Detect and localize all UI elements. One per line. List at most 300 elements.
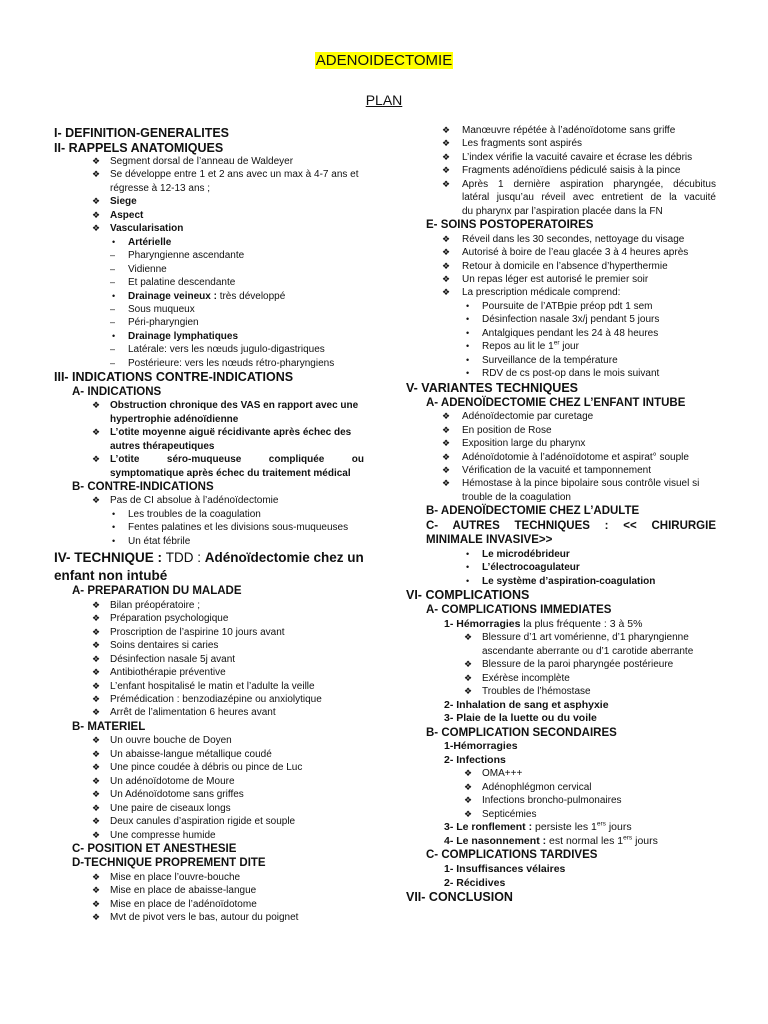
- diamond-bullet-icon: ❖: [92, 495, 101, 506]
- list-item: [406, 424, 716, 437]
- list-item: [54, 209, 364, 222]
- list-item-text: Mvt de pivot vers le bas, autour du poignet: [110, 912, 299, 924]
- diamond-bullet-icon: ❖: [442, 178, 451, 189]
- section-heading-text: VII- CONCLUSION: [406, 890, 513, 905]
- section-heading-text: I- DEFINITION-GENERALITES: [54, 126, 229, 140]
- list-item-text: Postérieure: vers les nœuds rétro-pharyngiens: [128, 357, 335, 369]
- numbered-item-label: 2- Récidives: [444, 876, 506, 889]
- list-item-text: Exérèse incomplète: [482, 672, 570, 684]
- list-item-text: Surveillance de la température: [482, 354, 618, 366]
- numbered-item-label: 1- Hémorragies: [444, 617, 521, 630]
- dash-bullet-icon: –: [110, 344, 116, 355]
- list-item: [54, 788, 364, 801]
- list-item: [54, 871, 364, 884]
- dash-bullet-icon: –: [110, 263, 116, 274]
- list-item: [406, 313, 716, 326]
- subsection-heading-text: A- PREPARATION DU MALADE: [72, 585, 242, 598]
- list-item-text: Mise en place de l’adénoïdotome: [110, 898, 257, 910]
- dot-bullet-icon: •: [112, 508, 116, 519]
- list-item-text: L’enfant hospitalisé le matin et l’adulte la veille: [110, 680, 315, 692]
- list-item: [54, 706, 364, 719]
- list-item: [54, 734, 364, 747]
- list-item-text: Arrêt de l’alimentation 6 heures avant: [110, 707, 276, 719]
- section-heading-text: III- INDICATIONS CONTRE-INDICATIONS: [54, 370, 294, 385]
- list-item-text: Un ouvre bouche de Doyen: [110, 735, 232, 747]
- list-item: [406, 808, 716, 821]
- section-heading-text: V- VARIANTES TECHNIQUES: [406, 380, 579, 395]
- subsection-heading: [406, 603, 716, 618]
- list-item: [54, 693, 364, 706]
- list-item: [54, 316, 364, 329]
- list-item-text: Adénophlégmon cervical: [482, 781, 592, 793]
- list-item-text: RDV de cs post-op dans le mois suivant: [482, 368, 660, 380]
- numbered-item-label: 3- Plaie de la luette ou du voile: [444, 712, 597, 725]
- subsection-heading-text: D-TECHNIQUE PROPREMENT DITE: [72, 857, 266, 870]
- subsection-heading-text: E- SOINS POSTOPERATOIRES: [426, 219, 594, 232]
- section-heading-text: II- RAPPELS ANATOMIQUES: [54, 140, 224, 155]
- list-item-text: Bilan préopératoire ;: [110, 599, 201, 611]
- list-item: [54, 829, 364, 842]
- diamond-bullet-icon: ❖: [92, 427, 101, 438]
- diamond-bullet-icon: ❖: [464, 659, 473, 670]
- list-item: [54, 343, 364, 356]
- list-item: [406, 367, 716, 380]
- list-item: [406, 451, 716, 464]
- list-item-text: Vascularisation: [110, 223, 184, 235]
- subsection-heading-text: A- ADENOÏDECTOMIE CHEZ L’ENFANT INTUBE: [426, 396, 686, 409]
- subsection-heading-text: A- INDICATIONS: [72, 385, 162, 398]
- list-item: [406, 437, 716, 450]
- diamond-bullet-icon: ❖: [464, 686, 473, 697]
- diamond-bullet-icon: ❖: [442, 138, 451, 149]
- list-item-text: La prescription médicale comprend:: [462, 287, 621, 299]
- subsection-heading-text: A- COMPLICATIONS IMMEDIATES: [426, 604, 612, 617]
- list-item-text: Drainage veineux :: [128, 290, 217, 302]
- list-item: [54, 303, 364, 316]
- diamond-bullet-icon: ❖: [92, 693, 101, 704]
- dot-bullet-icon: •: [466, 368, 470, 379]
- dot-bullet-icon: •: [466, 327, 470, 338]
- list-item: [54, 612, 364, 625]
- section-heading: [54, 141, 364, 156]
- list-item-text: Artérielle: [128, 236, 172, 248]
- list-item-continuation: [54, 440, 364, 453]
- list-item: [406, 260, 716, 273]
- subsection-heading-text: B- CONTRE-INDICATIONS: [72, 480, 214, 493]
- subsection-heading-text: C- POSITION ET ANESTHESIE: [72, 842, 237, 855]
- diamond-bullet-icon: ❖: [92, 762, 101, 773]
- list-item: [54, 639, 364, 652]
- list-item-text: Drainage lymphatiques: [128, 330, 239, 342]
- subsection-heading-text: C- AUTRES TECHNIQUES : << CHIRURGIE: [426, 519, 716, 532]
- numbered-item-label: 1-Hémorragies: [444, 740, 518, 753]
- diamond-bullet-icon: ❖: [92, 871, 101, 882]
- list-item: [406, 233, 716, 246]
- numbered-item: [406, 821, 716, 835]
- diamond-bullet-icon: ❖: [92, 775, 101, 786]
- dash-bullet-icon: –: [110, 317, 116, 328]
- diamond-bullet-icon: ❖: [464, 795, 473, 806]
- subsection-heading: [406, 848, 716, 863]
- list-item: [54, 680, 364, 693]
- list-item-text: Un adénoïdotome de Moure: [110, 775, 235, 787]
- list-item: [54, 494, 364, 507]
- list-item-text: Une pince coudée à débris ou pince de Luc: [110, 762, 303, 774]
- list-item: [54, 399, 364, 412]
- list-item: [406, 767, 716, 780]
- list-item-continuation: [54, 413, 364, 426]
- list-item: [54, 521, 364, 534]
- dash-bullet-icon: –: [110, 277, 116, 288]
- list-item: [54, 249, 364, 262]
- page-title-text: ADENOIDECTOMIE: [315, 52, 453, 69]
- diamond-bullet-icon: ❖: [442, 165, 451, 176]
- list-item-text: L’index vérifie la vacuité cavaire et écrase les débris: [462, 151, 693, 163]
- section-heading: [406, 381, 716, 396]
- subsection-heading: [406, 533, 716, 548]
- subsection-heading-text: B- ADENOÏDECTOMIE CHEZ L’ADULTE: [426, 505, 640, 518]
- list-item-text: Exposition large du pharynx: [462, 438, 586, 450]
- list-item: [406, 658, 716, 671]
- numbered-item-label: 1- Insuffisances vélaires: [444, 862, 566, 875]
- list-item-text: Manœuvre répétée à l’adénoïdotome sans griffe: [462, 125, 676, 136]
- list-item: [54, 195, 364, 208]
- dot-bullet-icon: •: [466, 575, 470, 586]
- list-item-text: Repos au lit le 1: [482, 341, 554, 353]
- list-item-text: Antibiothérapie préventive: [110, 667, 226, 679]
- list-item-text: L’électrocoagulateur: [482, 562, 580, 574]
- list-item-text: Adénoïdotomie à l’adénoïdotome et aspirat° souple: [462, 451, 689, 463]
- list-item: [54, 222, 364, 235]
- list-item-text: Aspect: [110, 209, 144, 221]
- dash-bullet-icon: –: [110, 303, 116, 314]
- section-heading-text: Adénoïdectomie chez un: [204, 550, 364, 566]
- diamond-bullet-icon: ❖: [464, 768, 473, 779]
- diamond-bullet-icon: ❖: [92, 707, 101, 718]
- subsection-heading: [54, 842, 364, 857]
- list-item: [54, 775, 364, 788]
- dot-bullet-icon: •: [466, 300, 470, 311]
- list-item-text: Vidienne: [128, 263, 167, 275]
- section-heading-text: IV- TECHNIQUE :: [54, 550, 166, 566]
- diamond-bullet-icon: ❖: [92, 209, 101, 220]
- list-item: [54, 276, 364, 289]
- diamond-bullet-icon: ❖: [92, 885, 101, 896]
- list-item-text: Après 1 dernière aspiration pharyngée, décubitus: [462, 178, 716, 190]
- numbered-item-text: la plus fréquente : 3 à 5%: [520, 617, 643, 630]
- list-item: [406, 273, 716, 286]
- list-item-text: Blessure d’1 art vomérienne, d’1 pharyngienne: [482, 632, 689, 644]
- diamond-bullet-icon: ❖: [92, 400, 101, 411]
- numbered-item: [406, 740, 716, 754]
- list-item-text: L’otite séro-muqueuse compliquée ou: [110, 454, 364, 466]
- list-item-text: Un repas léger est autorisé le premier soir: [462, 274, 649, 286]
- list-item-text: Le microdébrideur: [482, 548, 570, 560]
- section-heading-text: TDD :: [165, 550, 205, 566]
- list-item: [54, 236, 364, 249]
- diamond-bullet-icon: ❖: [92, 898, 101, 909]
- subsection-heading: [54, 584, 364, 599]
- list-item-text: Une compresse humide: [110, 829, 216, 841]
- list-item: [54, 815, 364, 828]
- subsection-heading: [406, 726, 716, 741]
- list-item-text: Blessure de la paroi pharyngée postérieure: [482, 659, 674, 671]
- list-item-text: Antalgiques pendant les 24 à 48 heures: [482, 327, 659, 339]
- numbered-item-label: 2- Inhalation de sang et asphyxie: [444, 698, 609, 711]
- list-item: [406, 575, 716, 588]
- list-item: [406, 631, 716, 644]
- diamond-bullet-icon: ❖: [92, 816, 101, 827]
- subsection-heading: [54, 480, 364, 495]
- diamond-bullet-icon: ❖: [92, 640, 101, 651]
- list-item-continuation: [54, 182, 364, 195]
- numbered-item: [406, 754, 716, 768]
- list-item-text: Préparation psychologique: [110, 613, 229, 625]
- list-item: [54, 599, 364, 612]
- diamond-bullet-icon: ❖: [92, 667, 101, 678]
- subsection-heading: [406, 396, 716, 411]
- list-item: [406, 685, 716, 698]
- dot-bullet-icon: •: [466, 562, 470, 573]
- list-item: [54, 357, 364, 370]
- numbered-item: [406, 618, 716, 632]
- diamond-bullet-icon: ❖: [92, 748, 101, 759]
- list-item-text: Poursuite de l’ATBpie préop pdt 1 sem: [482, 300, 653, 312]
- dot-bullet-icon: •: [112, 236, 116, 247]
- list-item-text: Mise en place l’ouvre-bouche: [110, 871, 241, 883]
- list-item: [54, 748, 364, 761]
- list-item-text: Un Adénoïdotome sans griffes: [110, 789, 244, 801]
- section-heading: [406, 588, 716, 603]
- list-item-text: Vérification de la vacuité et tamponnement: [462, 464, 651, 476]
- numbered-item: [406, 863, 716, 877]
- list-item-text: Soins dentaires si caries: [110, 640, 219, 652]
- numbered-item-label: 3- Le ronflement :: [444, 821, 533, 834]
- list-item-text: ascendante aberrante ou d’1 carotide aberrante: [482, 645, 694, 657]
- list-item: [54, 898, 364, 911]
- numbered-item-text: persiste les 1: [532, 821, 597, 834]
- diamond-bullet-icon: ❖: [442, 260, 451, 271]
- list-item-text: Les fragments sont aspirés: [462, 138, 583, 150]
- list-item: [406, 340, 716, 353]
- list-item-text: Deux canules d’aspiration rigide et souple: [110, 816, 296, 828]
- list-item: [406, 477, 716, 490]
- diamond-bullet-icon: ❖: [92, 653, 101, 664]
- list-item: [406, 124, 716, 137]
- list-item-text: Et palatine descendante: [128, 277, 236, 289]
- list-item: [406, 464, 716, 477]
- numbered-item-label: 2- Infections: [444, 753, 506, 766]
- list-item-text: autres thérapeutiques: [110, 440, 215, 452]
- dot-bullet-icon: •: [112, 535, 116, 546]
- subsection-heading: [54, 720, 364, 735]
- list-item-text: Un abaisse-langue métallique coudé: [110, 748, 272, 760]
- list-item-text: symptomatique après échec du traitement médical: [110, 467, 351, 479]
- list-item: [406, 794, 716, 807]
- diamond-bullet-icon: ❖: [92, 599, 101, 610]
- diamond-bullet-icon: ❖: [442, 451, 451, 462]
- list-item-text: du pharynx par l’aspiration placée dans la FN: [462, 205, 663, 217]
- diamond-bullet-icon: ❖: [442, 125, 451, 135]
- diamond-bullet-icon: ❖: [442, 233, 451, 244]
- list-item: [406, 354, 716, 367]
- list-item: [54, 290, 364, 303]
- list-item-text: Le système d’aspiration-coagulation: [482, 575, 656, 587]
- subsection-heading-text: B- COMPLICATION SECONDAIRES: [426, 726, 617, 739]
- list-item: [54, 626, 364, 639]
- plan-heading: PLAN: [365, 92, 403, 108]
- left-column: [54, 126, 364, 925]
- list-item-text: Mise en place de abaisse-langue: [110, 885, 257, 897]
- list-item-text: OMA+++: [482, 768, 523, 780]
- list-item-text: Retour à domicile en l’absence d’hyperthermie: [462, 260, 668, 272]
- list-item: [406, 548, 716, 561]
- list-item-continuation: [406, 205, 716, 218]
- numbered-item-text: jours: [605, 821, 632, 834]
- subsection-heading: [406, 504, 716, 519]
- dot-bullet-icon: •: [466, 354, 470, 365]
- subsection-heading: [406, 519, 716, 534]
- superscript: ers: [623, 834, 633, 842]
- diamond-bullet-icon: ❖: [92, 626, 101, 637]
- diamond-bullet-icon: ❖: [442, 424, 451, 435]
- right-column: [406, 124, 716, 905]
- list-item-text: Un état fébrile: [128, 535, 191, 547]
- list-item: [54, 155, 364, 168]
- diamond-bullet-icon: ❖: [442, 247, 451, 258]
- section-heading: [406, 890, 716, 905]
- numbered-item-label: 4- Le nasonnement :: [444, 834, 547, 847]
- diamond-bullet-icon: ❖: [92, 680, 101, 691]
- numbered-item: [406, 699, 716, 713]
- list-item: [406, 781, 716, 794]
- list-item: [406, 327, 716, 340]
- diamond-bullet-icon: ❖: [92, 829, 101, 840]
- diamond-bullet-icon: ❖: [92, 223, 101, 234]
- diamond-bullet-icon: ❖: [442, 287, 451, 298]
- section-heading: [54, 549, 364, 566]
- list-item-continuation: [406, 491, 716, 504]
- list-item-text: Pas de CI absolue à l’adénoïdectomie: [110, 495, 279, 507]
- section-heading: [54, 370, 364, 385]
- list-item-continuation: [54, 467, 364, 480]
- list-item-text: Se développe entre 1 et 2 ans avec un max à 4-7 ans et: [110, 169, 359, 181]
- diamond-bullet-icon: ❖: [464, 781, 473, 792]
- list-item: [54, 884, 364, 897]
- list-item-text: régresse à 12-13 ans ;: [110, 182, 211, 194]
- numbered-item: [406, 712, 716, 726]
- list-item: [54, 653, 364, 666]
- subsection-heading-text: MINIMALE INVASIVE>>: [426, 534, 553, 547]
- list-item: [54, 330, 364, 343]
- list-item-text: Les troubles de la coagulation: [128, 508, 261, 520]
- list-item-text: Péri-pharyngien: [128, 317, 199, 329]
- diamond-bullet-icon: ❖: [92, 613, 101, 624]
- list-item: [54, 168, 364, 181]
- list-item-continuation: [406, 645, 716, 658]
- list-item-text: Septicémies: [482, 808, 537, 820]
- diamond-bullet-icon: ❖: [442, 464, 451, 475]
- list-item-continuation: [406, 191, 716, 204]
- dot-bullet-icon: •: [466, 314, 470, 325]
- list-item-text: Sous muqueux: [128, 303, 195, 315]
- page-title: [0, 52, 768, 70]
- section-heading-text: VI- COMPLICATIONS: [406, 588, 530, 603]
- list-item-text: Troubles de l’hémostase: [482, 686, 591, 698]
- list-item-text: jour: [559, 341, 579, 353]
- list-item-text: En position de Rose: [462, 424, 552, 436]
- subsection-heading-text: B- MATERIEL: [72, 720, 146, 733]
- dot-bullet-icon: •: [112, 330, 116, 341]
- numbered-item: [406, 877, 716, 891]
- subsection-heading: [54, 856, 364, 871]
- list-item-text: Fentes palatines et les divisions sous-muqueuses: [128, 522, 349, 534]
- diamond-bullet-icon: ❖: [442, 411, 451, 422]
- diamond-bullet-icon: ❖: [442, 151, 451, 162]
- diamond-bullet-icon: ❖: [92, 196, 101, 207]
- list-item: [406, 164, 716, 177]
- list-item: [54, 453, 364, 466]
- list-item: [406, 672, 716, 685]
- numbered-item-text: jours: [632, 834, 658, 847]
- list-item-text: Hémostase à la pince bipolaire sous contrôle visuel si: [462, 478, 700, 490]
- subsection-heading: [54, 385, 364, 400]
- list-item-text: L’otite moyenne aiguë récidivante après échec des: [110, 427, 352, 439]
- list-item: [54, 426, 364, 439]
- numbered-item-text: est normal les 1: [546, 834, 624, 847]
- list-item-text: très développé: [216, 290, 286, 302]
- list-item: [406, 246, 716, 259]
- diamond-bullet-icon: ❖: [92, 912, 101, 923]
- list-item: [406, 286, 716, 299]
- list-item: [406, 561, 716, 574]
- list-item-text: Infections broncho-pulmonaires: [482, 795, 622, 807]
- list-item-text: Une paire de ciseaux longs: [110, 802, 231, 814]
- list-item: [406, 178, 716, 191]
- dot-bullet-icon: •: [466, 341, 470, 352]
- diamond-bullet-icon: ❖: [92, 169, 101, 180]
- dash-bullet-icon: –: [110, 250, 116, 261]
- diamond-bullet-icon: ❖: [92, 454, 101, 465]
- list-item: [406, 410, 716, 423]
- section-heading: [54, 126, 364, 141]
- diamond-bullet-icon: ❖: [464, 672, 473, 683]
- diamond-bullet-icon: ❖: [464, 632, 473, 643]
- list-item: [406, 151, 716, 164]
- dot-bullet-icon: •: [112, 522, 116, 533]
- list-item: [54, 263, 364, 276]
- diamond-bullet-icon: ❖: [442, 478, 451, 489]
- section-heading-text: enfant non intubé: [54, 568, 168, 584]
- subsection-heading-text: C- COMPLICATIONS TARDIVES: [426, 849, 598, 862]
- superscript: ers: [596, 820, 606, 828]
- list-item-text: Prémédication : benzodiazépine ou anxiolytique: [110, 693, 322, 705]
- list-item: [54, 666, 364, 679]
- list-item-text: Désinfection nasale 5j avant: [110, 653, 236, 665]
- dash-bullet-icon: –: [110, 357, 116, 368]
- diamond-bullet-icon: ❖: [92, 156, 101, 166]
- superscript: er: [553, 339, 560, 347]
- list-item: [54, 508, 364, 521]
- list-item: [406, 300, 716, 313]
- list-item-text: Latérale: vers les nœuds jugulo-digastriques: [128, 344, 325, 356]
- diamond-bullet-icon: ❖: [92, 802, 101, 813]
- subsection-heading: [406, 218, 716, 233]
- list-item-text: Pharyngienne ascendante: [128, 250, 245, 262]
- list-item-text: latéral jusqu’au réveil avec entretient de la vacuité: [462, 192, 716, 204]
- section-heading: [54, 567, 364, 584]
- list-item-text: Désinfection nasale 3x/j pendant 5 jours: [482, 314, 660, 326]
